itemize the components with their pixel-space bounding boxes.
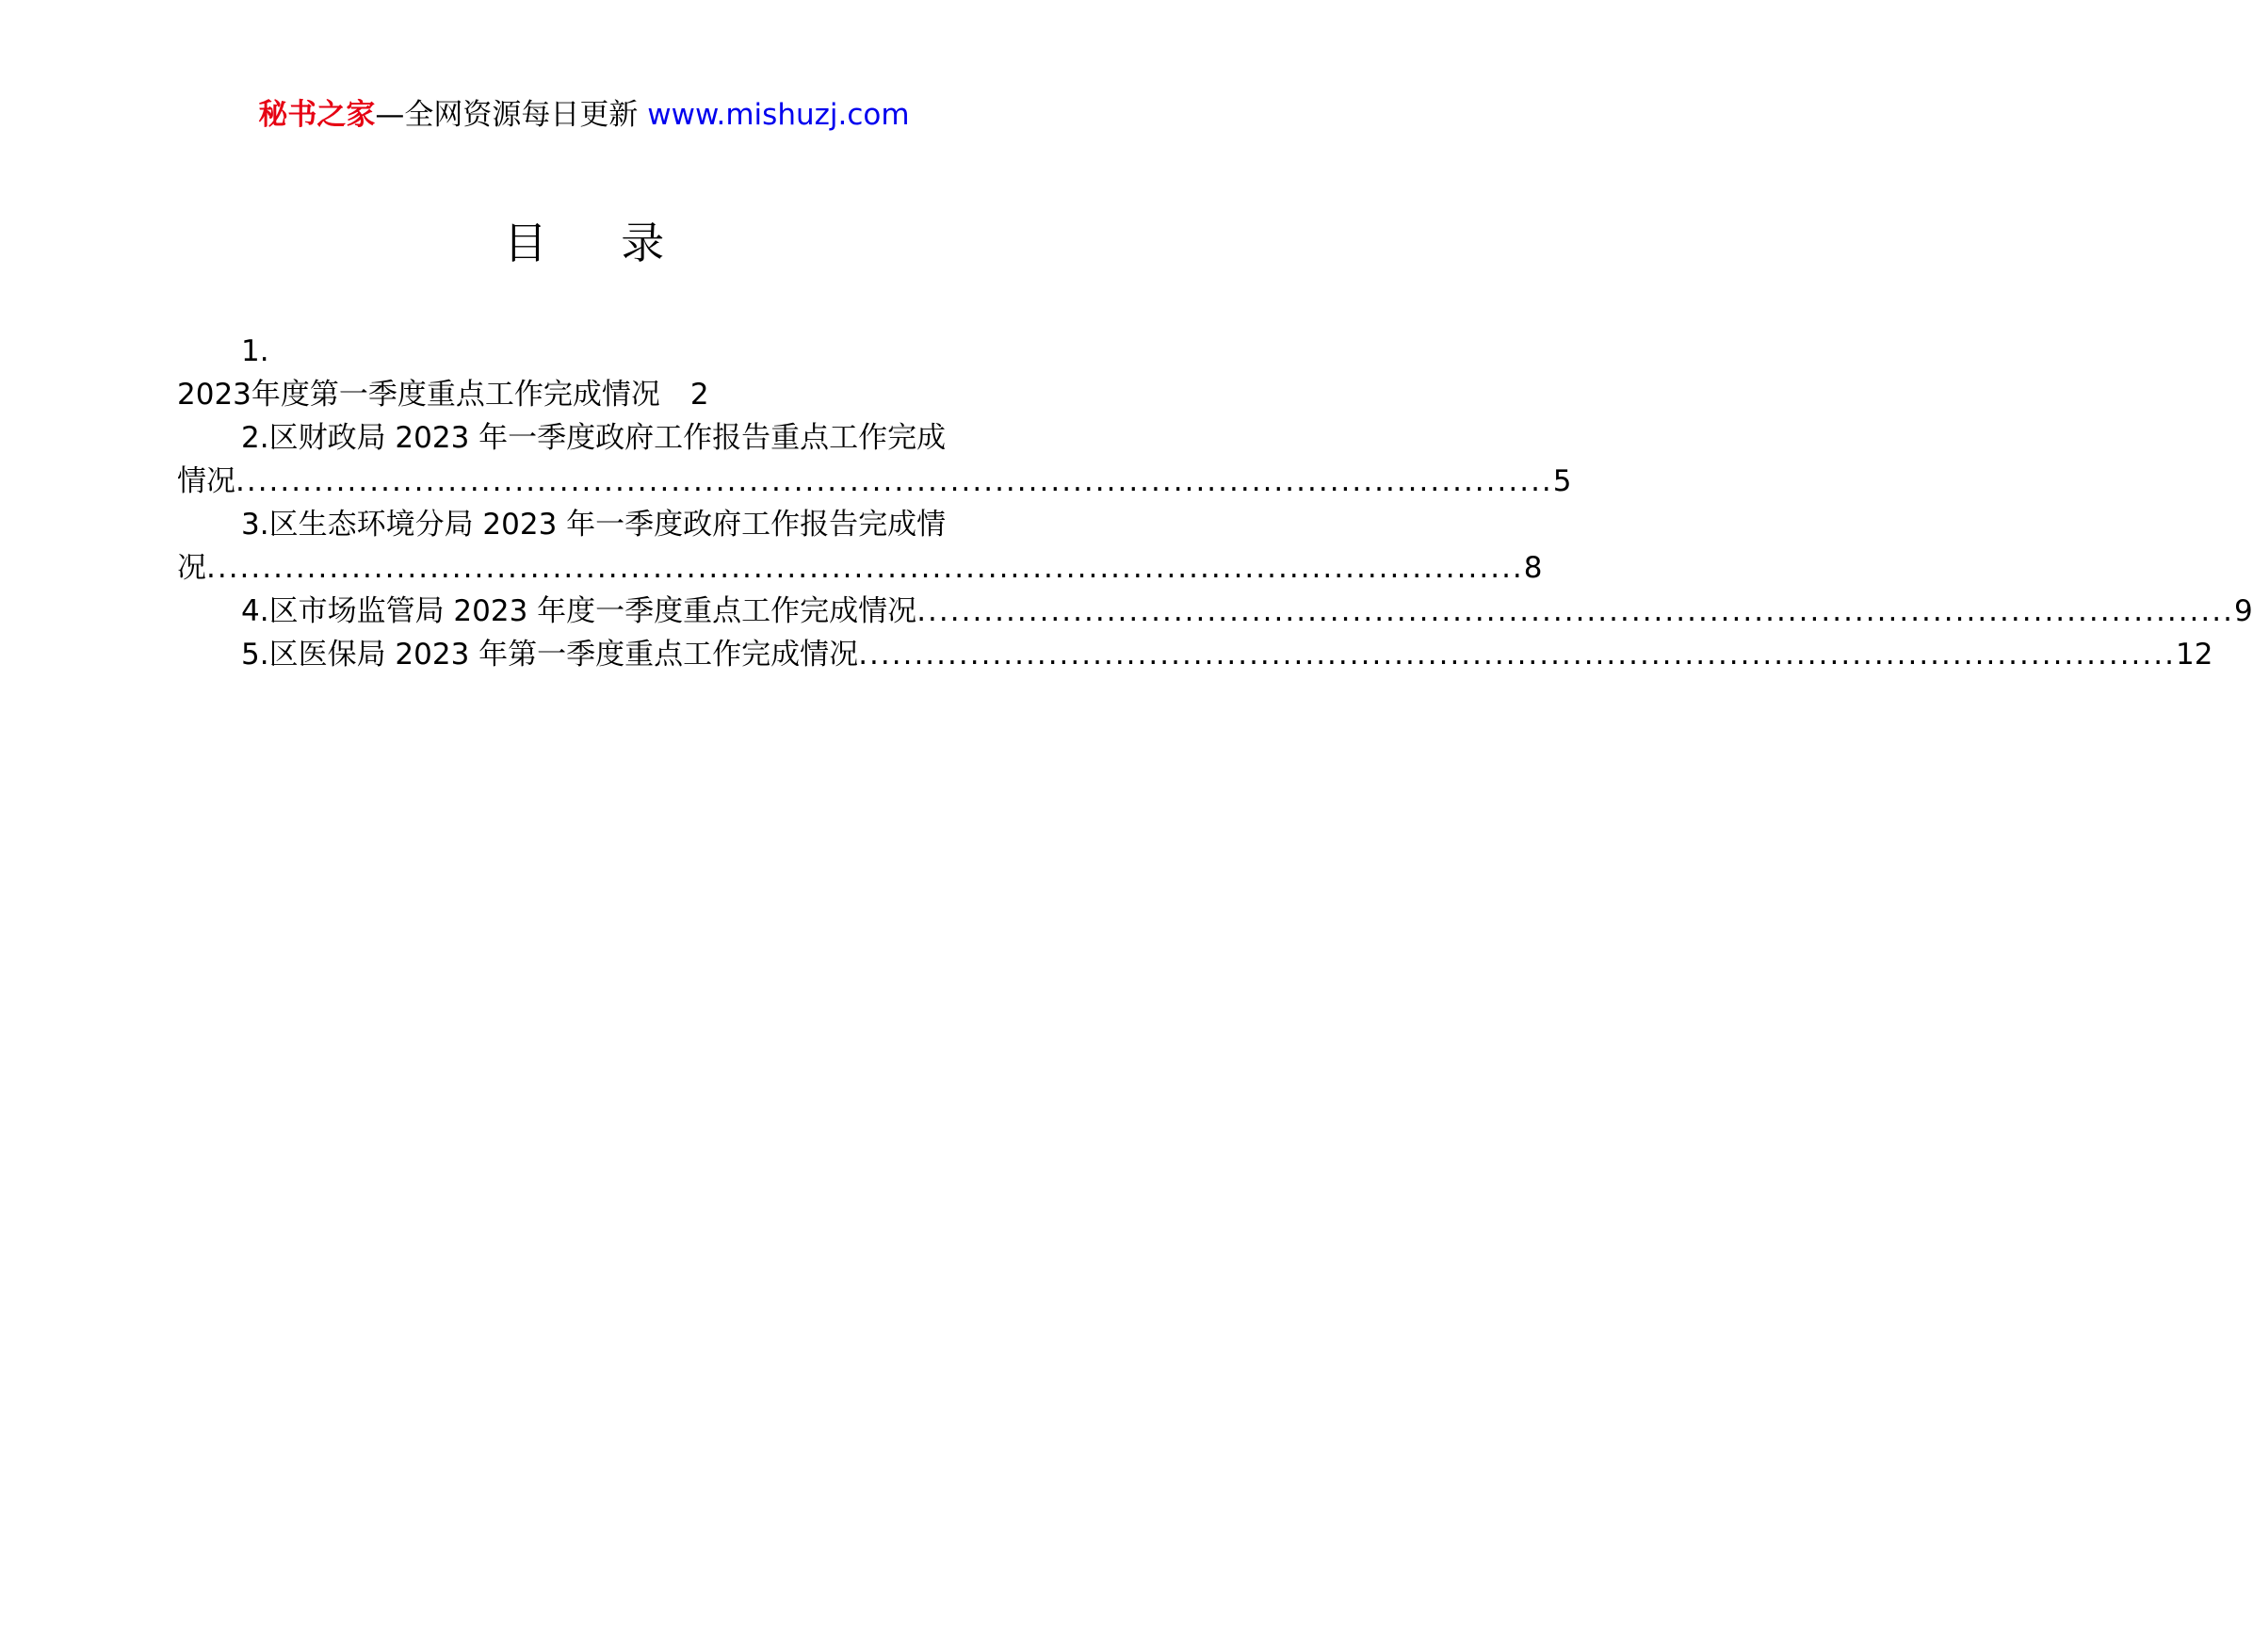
toc-title: 目 录 bbox=[503, 218, 695, 268]
toc-gap bbox=[660, 373, 690, 416]
toc-entry-2[interactable] bbox=[177, 416, 1572, 503]
toc-leader-dots: ...................................................................................................................... bbox=[858, 638, 2176, 672]
toc-entry-1[interactable] bbox=[177, 330, 993, 416]
toc-leader-dots: ...................................................................................................................... bbox=[206, 551, 1524, 585]
toc-page-number: 5 bbox=[1552, 464, 1572, 498]
toc-entry-title: 2.区财政局 2023 年一季度政府工作报告重点工作完成 bbox=[241, 421, 947, 455]
toc-entry-line2 bbox=[177, 460, 1572, 503]
table-of-contents bbox=[177, 330, 2253, 676]
toc-entry-line1 bbox=[177, 503, 993, 546]
toc-entry-5[interactable] bbox=[177, 633, 2213, 676]
toc-entry-title: 3.区生态环境分局 2023 年一季度政府工作报告完成情 bbox=[241, 508, 947, 542]
toc-leader-dots: ...................................................................................................................... bbox=[916, 594, 2234, 628]
toc-page-number: 12 bbox=[2175, 638, 2213, 672]
toc-entry-line1 bbox=[177, 590, 2253, 633]
toc-entry-line1 bbox=[177, 633, 2213, 676]
site-url-link[interactable]: www.mishuzj.com bbox=[647, 98, 910, 132]
toc-page-number: 2 bbox=[689, 378, 709, 412]
toc-page-number: 9 bbox=[2233, 594, 2253, 628]
site-header bbox=[0, 94, 1168, 136]
toc-entry-number-line bbox=[177, 330, 993, 373]
site-brand: 秘书之家 bbox=[258, 98, 376, 132]
toc-entry-title-line bbox=[177, 373, 993, 416]
toc-entry-title: 2023年度第一季度重点工作完成情况 bbox=[177, 378, 660, 412]
toc-entry-title-cont: 况 bbox=[177, 551, 206, 585]
toc-entry-title: 5.区医保局 2023 年第一季度重点工作完成情况 bbox=[241, 638, 859, 672]
toc-page-number: 8 bbox=[1523, 551, 1543, 585]
toc-entry-line2 bbox=[177, 546, 1543, 590]
toc-entry-title: 4.区市场监管局 2023 年度一季度重点工作完成情况 bbox=[241, 594, 917, 628]
toc-entry-number: 1. bbox=[241, 334, 269, 368]
toc-leader-dots: ...................................................................................................................... bbox=[235, 464, 1553, 498]
toc-entry-title-cont: 情况 bbox=[177, 464, 235, 498]
toc-entry-line1 bbox=[177, 416, 993, 460]
site-slogan: —全网资源每日更新 bbox=[375, 98, 639, 132]
toc-entry-3[interactable] bbox=[177, 503, 1543, 590]
toc-entry-4[interactable] bbox=[177, 590, 2253, 633]
